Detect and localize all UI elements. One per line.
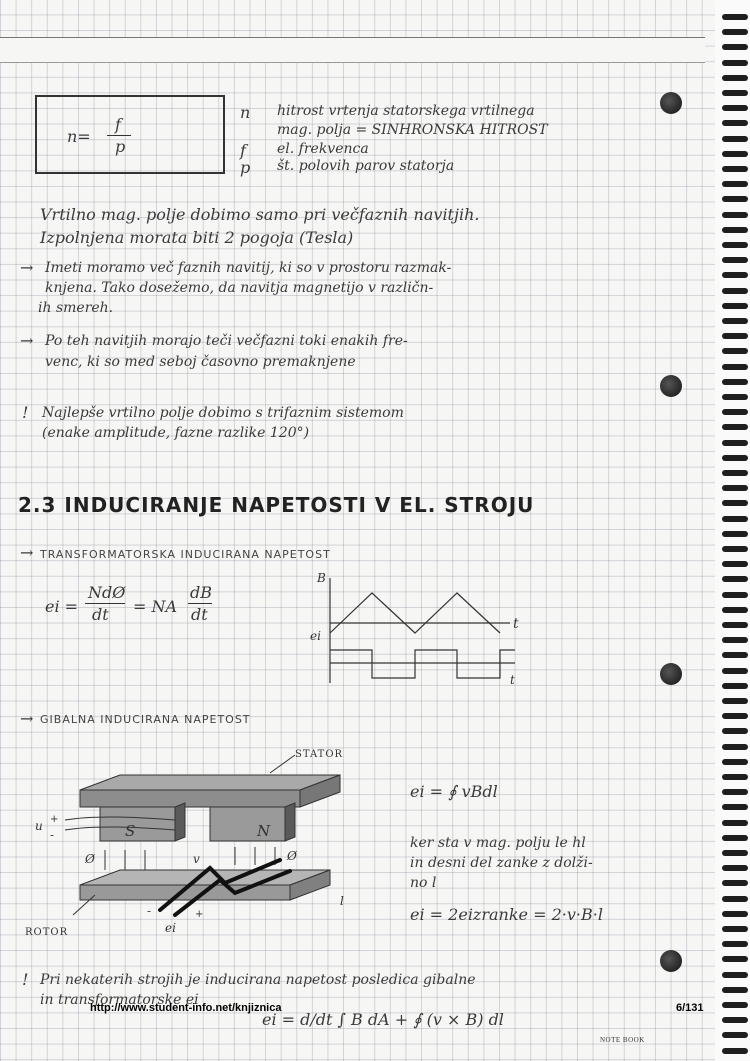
binding-coil (722, 956, 748, 962)
binding-coil (722, 318, 748, 324)
binding-coil (722, 364, 748, 370)
bullet1-line3: ih smereh. (38, 300, 114, 316)
stator-label: STATOR (295, 749, 344, 760)
stator-front-face (80, 790, 300, 807)
loop-plus: + (195, 909, 204, 920)
pole-s (100, 807, 175, 841)
binding-coil (722, 181, 748, 187)
def-p-symbol: p (240, 158, 251, 177)
binding-coil (722, 1017, 748, 1023)
bottom-formula: ei = d/dt ∫ B dA + ∮ (v × B) dl (262, 1010, 504, 1029)
binding-coil (722, 880, 748, 886)
binding-coil (722, 303, 748, 309)
binding-coil (722, 500, 748, 506)
binding-coil (722, 166, 748, 172)
motion-result: ei = 2eizranke = 2·v·B·l (410, 905, 603, 924)
graph-x-label-top: t (513, 616, 519, 632)
motion-note1: ker sta v mag. polju le hl (410, 835, 586, 851)
trans-eq-den2: dt (191, 605, 208, 624)
bullet3-line2: (enake amplitude, fazne razlike 120°) (42, 425, 310, 441)
formula-box (35, 95, 225, 174)
bullet1-marker: → (20, 258, 34, 277)
bottom-line2: in transformatorske ei (40, 992, 199, 1008)
v-label: v (193, 852, 200, 866)
section-heading: 2.3 INDUCIRANJE NAPETOSTI V EL. STROJU (18, 493, 535, 517)
machine-diagram (25, 735, 365, 945)
formula-denominator: p (115, 137, 126, 156)
binding-coil (722, 120, 748, 126)
binding-coil (722, 668, 748, 674)
def-p-text: št. polovih parov statorja (277, 158, 455, 174)
binding-coil (722, 44, 748, 50)
bullet3-line1: Najlepše vrtilno polje dobimo s trifaznim sistemom (42, 405, 404, 421)
punch-hole (660, 92, 682, 114)
binding-coil (722, 136, 748, 142)
binding-coil (722, 516, 748, 522)
binding-coil (722, 242, 748, 248)
punch-hole (660, 663, 682, 685)
phi-right-label: Ø (287, 849, 297, 863)
binding-coil (722, 698, 748, 704)
pole-n (210, 807, 285, 841)
binding-coil (722, 409, 748, 415)
binding-coil (722, 683, 748, 689)
binding-coil (722, 774, 748, 780)
binding-coil (722, 105, 748, 111)
binding-coil (722, 348, 748, 354)
rotor-label: ROTOR (25, 927, 69, 938)
bottom-line1: Pri nekaterih strojih je inducirana napetost posledica gibalne (40, 972, 476, 988)
binding-coil (722, 227, 748, 233)
binding-coil (722, 196, 748, 202)
def-f-text: el. frekvenca (277, 141, 369, 157)
binding-coil (722, 789, 748, 795)
binding-coil (722, 622, 748, 628)
bullet3-marker: ! (22, 403, 29, 422)
bullet1-line2: knjena. Tako dosežemo, da navitja magnetijo v različn- (45, 280, 434, 296)
footer-url: http://www.student-info.net/knjiznica (90, 1002, 282, 1014)
motion-note2: in desni del zanke z dolži- (410, 855, 593, 871)
ei-label: ei (165, 921, 176, 935)
spiral-binding (715, 0, 750, 1061)
motion-formula: ei = ∮ vBdl (410, 782, 498, 801)
def-n-symbol: n (240, 103, 251, 122)
binding-coil (722, 485, 748, 491)
bullet2-line1: Po teh navitjih morajo teči večfazni toki enakih fre- (45, 333, 408, 349)
binding-coil (722, 440, 748, 446)
binding-coil (722, 637, 748, 643)
graph-x-label-bottom: t (510, 673, 515, 687)
u-plus: + (50, 814, 59, 825)
binding-coil (722, 29, 748, 35)
binding-coil (722, 607, 748, 613)
motion-marker: → (20, 709, 34, 728)
binding-coil (722, 14, 748, 20)
binding-coil (722, 820, 748, 826)
formula-numerator: f (115, 115, 121, 134)
binding-coil (722, 470, 748, 476)
graph-y-label-bottom: ei (310, 629, 321, 643)
binding-coil (722, 835, 748, 841)
stator-top-face (80, 775, 340, 790)
motion-note3: no l (410, 875, 437, 891)
page-header-bar (0, 37, 705, 63)
binding-coil (722, 151, 748, 157)
binding-coil (722, 90, 748, 96)
motion-title: GIBALNA INDUCIRANA NAPETOST (40, 713, 251, 726)
binding-coil (722, 972, 748, 978)
voltage-square-wave (330, 650, 515, 678)
para1-line2: Izpolnjena morata biti 2 pogoja (Tesla) (40, 228, 354, 247)
trans-eq-lhs: ei = (45, 597, 79, 616)
bullet2-marker: → (20, 331, 34, 350)
pole-n-label: N (257, 822, 271, 840)
trans-eq-den1: dt (92, 605, 109, 624)
binding-coil (722, 272, 748, 278)
notebook-brand: NOTE BOOK (600, 1036, 645, 1044)
trans-eq-num1: NdØ (88, 583, 126, 602)
binding-coil (722, 424, 748, 430)
binding-coil (722, 713, 748, 719)
binding-coil (722, 60, 748, 66)
bullet2-line2: venc, ki so med seboj časovno premaknjene (45, 354, 356, 370)
u-label: u (35, 819, 43, 833)
trans-title: TRANSFORMATORSKA INDUCIRANA NAPETOST (40, 548, 331, 561)
binding-coil (722, 652, 748, 658)
graph-y-label-top: B (317, 571, 326, 585)
trans-eq-bar2 (188, 603, 212, 604)
binding-coil (722, 1032, 748, 1038)
binding-coil (722, 455, 748, 461)
trans-marker: → (20, 543, 34, 562)
bullet1-line1: Imeti moramo več faznih navitij, ki so v prostoru razmak- (45, 260, 452, 276)
phi-left-label: Ø (85, 852, 95, 866)
binding-coil (722, 1048, 748, 1054)
binding-coil (722, 333, 748, 339)
def-n-text2: mag. polja = SINHRONSKA HITROST (277, 122, 548, 138)
binding-coil (722, 592, 748, 598)
binding-coil (722, 941, 748, 947)
flux-triangle-wave (330, 593, 500, 633)
loop-minus: - (147, 904, 152, 918)
binding-coil (722, 212, 748, 218)
punch-hole (660, 375, 682, 397)
binding-coil (722, 926, 748, 932)
bottom-marker: ! (22, 970, 29, 989)
binding-coil (722, 379, 748, 385)
binding-coil (722, 911, 748, 917)
binding-coil (722, 531, 748, 537)
binding-coil (722, 987, 748, 993)
binding-coil (722, 865, 748, 871)
def-n-text: hitrost vrtenja statorskega vrtilnega (277, 103, 535, 119)
l-label: l (340, 894, 344, 908)
binding-coil (722, 561, 748, 567)
binding-coil (722, 257, 748, 263)
stator-pointer (270, 755, 295, 773)
trans-eq-num2: dB (190, 583, 212, 602)
pole-s-side (175, 803, 185, 841)
binding-coil (722, 759, 748, 765)
binding-coil (722, 850, 748, 856)
binding-coil (722, 75, 748, 81)
binding-coil (722, 744, 748, 750)
binding-coil (722, 546, 748, 552)
punch-hole (660, 950, 682, 972)
trans-eq-mid: = NA (133, 597, 178, 616)
def-f-symbol: f (240, 141, 246, 160)
induction-graph (300, 568, 530, 688)
u-minus: - (50, 828, 55, 842)
page-number: 6/131 (676, 1002, 704, 1014)
binding-coil (722, 288, 748, 294)
formula-lhs: n= (67, 127, 91, 146)
trans-eq-bar1 (85, 603, 125, 604)
fraction-bar (107, 135, 131, 136)
binding-coil (722, 576, 748, 582)
pole-s-label: S (125, 822, 136, 840)
binding-coil (722, 804, 748, 810)
binding-coil (722, 896, 748, 902)
binding-coil (722, 728, 748, 734)
para1-line1: Vrtilno mag. polje dobimo samo pri večfaznih navitjih. (40, 205, 480, 224)
binding-coil (722, 1002, 748, 1008)
pole-n-side (285, 803, 295, 841)
binding-coil (722, 394, 748, 400)
